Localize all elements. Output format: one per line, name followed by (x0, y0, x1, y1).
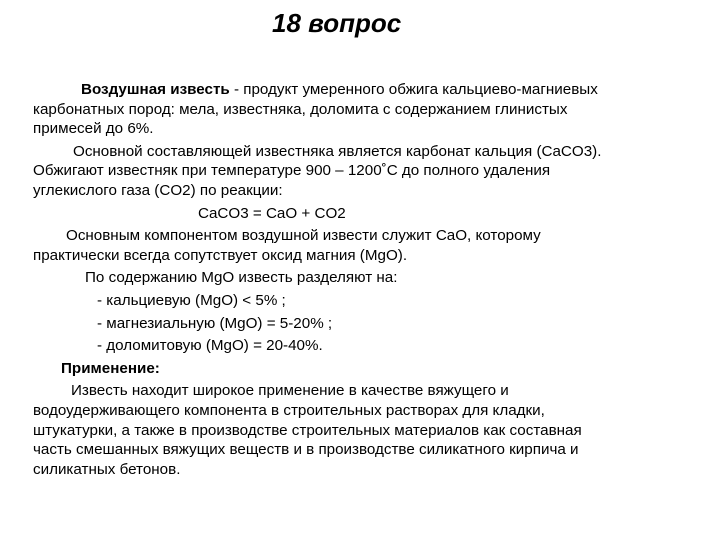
para2-line3: углекислого газа (CO2) по реакции: (33, 181, 283, 199)
para1-line2: карбонатных пород: мела, известняка, доломита с содержанием глинистых (33, 100, 568, 118)
para2-line1: Основной составляющей известняка является карбонат кальция (CaCO3). (73, 142, 602, 160)
para5-line5: силикатных бетонов. (33, 460, 181, 478)
para3-line2: практически всегда сопутствует оксид магния (MgO). (33, 246, 408, 264)
reaction-equation: CaCO3 = CaO + CO2 (198, 204, 346, 222)
list-item: - доломитовую (MgO) = 20-40%. (97, 337, 323, 355)
para1-line1 (33, 80, 713, 100)
para1-line3: примесей до 6%. (33, 120, 154, 138)
para1-line1-rest: - продукт умеренного обжига кальциево-магниевых (229, 81, 598, 98)
para5-line1: Известь находит широкое применение в качестве вяжущего и (71, 382, 509, 400)
term-air-lime: Воздушная известь (81, 81, 230, 98)
para5-line4: часть смешанных вяжущих веществ и в производстве силикатного кирпича и (33, 441, 579, 459)
para3-line1: Основным компонентом воздушной извести служит CaO, которому (66, 227, 541, 245)
para4-line1: По содержанию MgO известь разделяют на: (85, 269, 398, 287)
para5-line3: штукатурки, а также в производстве строительных материалов как составная (33, 421, 582, 439)
body-text (33, 80, 713, 479)
application-heading (33, 359, 713, 379)
para2-line2: Обжигают известняк при температуре 900 – 1200˚С до полного удаления (33, 162, 551, 180)
slide-title: 18 вопрос (272, 8, 402, 38)
para5-line2: водоудерживающего компонента в строительных растворах для кладки, (33, 401, 545, 419)
list-item: - магнезиальную (MgO) = 5-20% ; (97, 314, 333, 332)
application-heading-text: Применение: (61, 359, 160, 377)
list-item: - кальциевую (MgO) < 5% ; (97, 291, 286, 309)
